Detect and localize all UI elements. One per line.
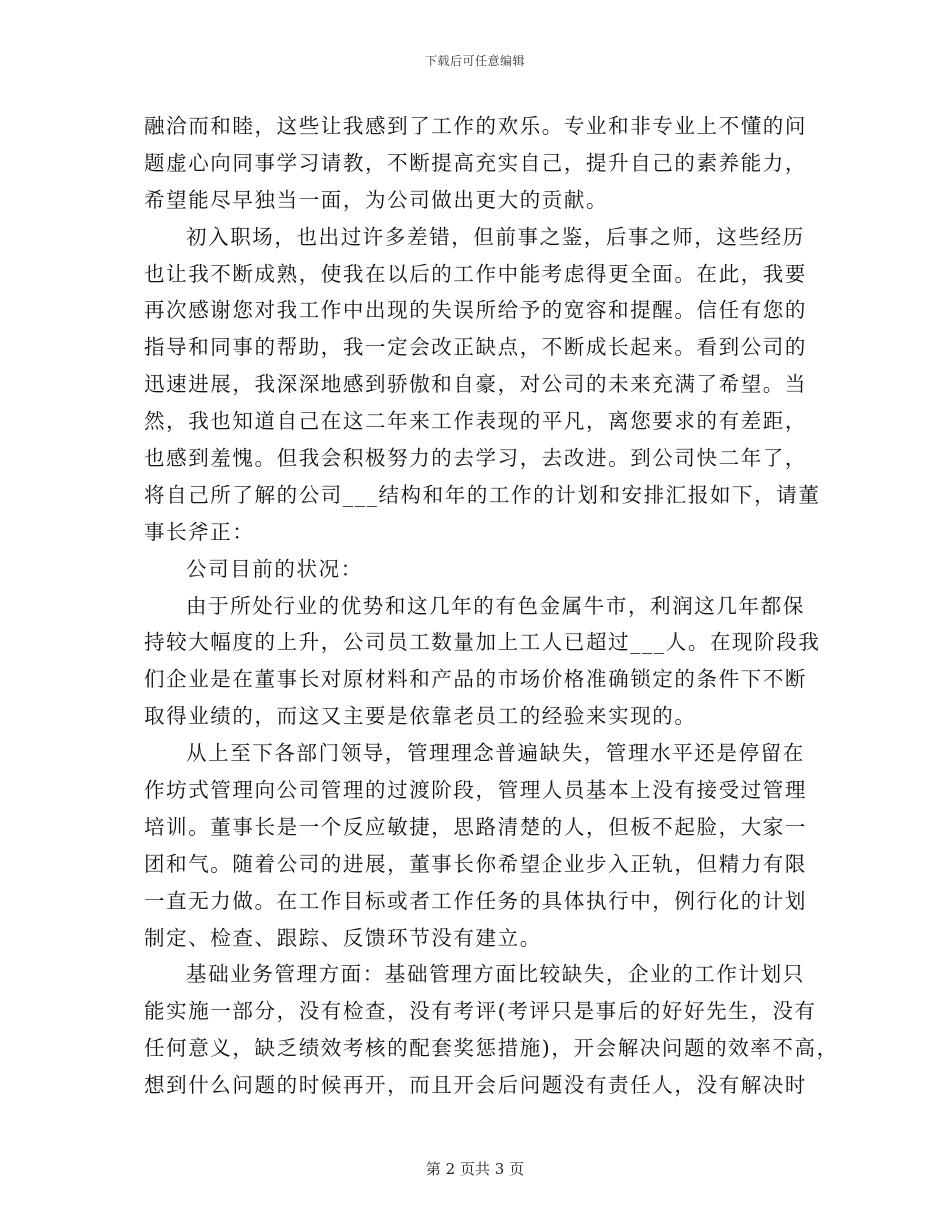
text-line: 持较大幅度的上升，公司员工数量加上工人已超过___人。在现阶段我 (144, 630, 821, 655)
text-line: 一直无力做。在工作目标或者工作任务的具体执行中，例行化的计划 (144, 888, 807, 913)
text-line: 公司目前的状况： (186, 556, 363, 581)
text-line: 能实施一部分，没有检查，没有考评(考评只是事后的好好先生，没有 (144, 999, 817, 1024)
text-line: 任何意义，缺乏绩效考核的配套奖惩措施)，开会解决问题的效率不高， (144, 1036, 839, 1061)
text-line: 由于所处行业的优势和这几年的有色金属牛市，利润这几年都保 (186, 593, 805, 618)
text-line: 题虚心向同事学习请教，不断提高充实自己，提升自己的素养能力， (144, 150, 807, 175)
text-line: 取得业绩的，而这又主要是依靠老员工的经验来实现的。 (144, 704, 697, 729)
text-line: 迅速进展，我深深地感到骄傲和自豪，对公司的未来充满了希望。当 (144, 372, 807, 397)
text-line: 然，我也知道自己在这二年来工作表现的平凡，离您要求的有差距， (144, 409, 807, 434)
text-line: 事长斧正： (144, 519, 255, 544)
page-header: 下载后可任意编辑 (424, 54, 525, 68)
text-line: 们企业是在董事长对原材料和产品的市场价格准确锁定的条件下不断 (144, 667, 807, 692)
text-line: 制定、检查、跟踪、反馈环节没有建立。 (144, 925, 542, 950)
text-line: 培训。董事长是一个反应敏捷，思路清楚的人，但板不起脸，大家一 (144, 814, 807, 839)
text-line: 融洽而和睦，这些让我感到了工作的欢乐。专业和非专业上不懂的问 (144, 114, 807, 138)
text-line: 从上至下各部门领导，管理理念普遍缺失，管理水平还是停留在 (186, 741, 805, 766)
text-line: 基础业务管理方面：基础管理方面比较缺失，企业的工作计划只 (186, 962, 805, 987)
text-line: 想到什么问题的时候再开，而且开会后问题没有责任人，没有解决时 (144, 1073, 807, 1098)
text-line: 指导和同事的帮助，我一定会改正缺点，不断成长起来。看到公司的 (144, 335, 807, 360)
page-number: 第 2 页共 3 页 (425, 1160, 525, 1178)
text-line: 也让我不断成熟，使我在以后的工作中能考虑得更全面。在此，我要 (144, 261, 807, 286)
text-line: 团和气。随着公司的进展，董事长你希望企业步入正轨，但精力有限 (144, 851, 807, 876)
document-body (144, 108, 839, 1104)
text-line: 初入职场，也出过许多差错，但前事之鉴，后事之师，这些经历 (186, 224, 805, 249)
text-line: 将自己所了解的公司___结构和年的工作的计划和安排汇报如下，请董 (144, 482, 821, 507)
text-line: 再次感谢您对我工作中出现的失误所给予的宽容和提醒。信任有您的 (144, 298, 807, 323)
text-line: 作坊式管理向公司管理的过渡阶段，管理人员基本上没有接受过管理 (144, 778, 807, 803)
text-line: 希望能尽早独当一面，为公司做出更大的贡献。 (144, 187, 609, 212)
text-line: 也感到羞愧。但我会积极努力的去学习，去改进。到公司快二年了， (144, 446, 807, 471)
